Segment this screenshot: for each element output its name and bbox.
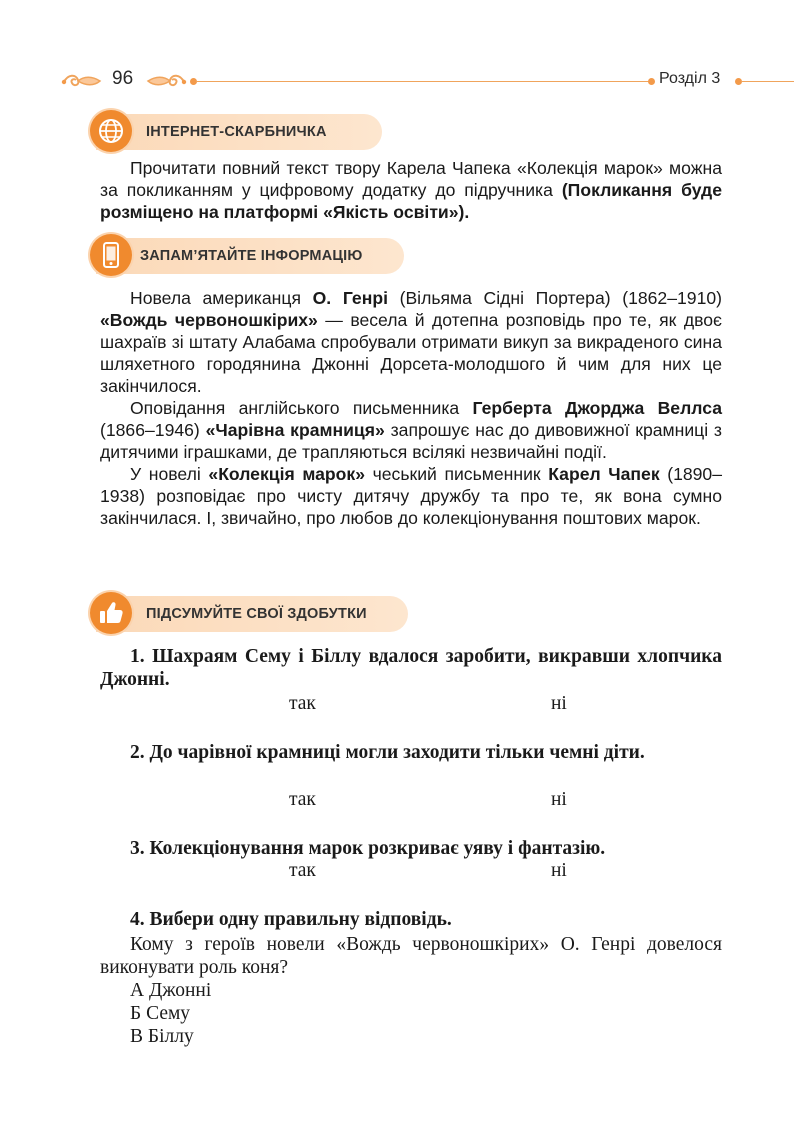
internet-section-text bbox=[100, 157, 722, 223]
flourish-left-ornament-icon bbox=[60, 70, 106, 92]
header-rule bbox=[196, 81, 650, 82]
internet-link-note: (Покликання буде розміщено на платформі «Якість освіти»). bbox=[100, 180, 723, 222]
flourish-right-ornament-icon bbox=[142, 70, 188, 92]
header-rule bbox=[741, 81, 794, 82]
chapter-title: Розділ 3 bbox=[659, 70, 721, 87]
page-header bbox=[0, 62, 794, 102]
answer-yes[interactable]: так bbox=[289, 860, 316, 881]
question-prompt: Кому з героїв новели «Вождь червоношкірих» О. Генрі довелося виконувати роль коня? bbox=[100, 934, 722, 978]
option-a[interactable]: А Джонні bbox=[130, 980, 212, 1001]
section-title: ІНТЕРНЕТ-СКАРБНИЧКА bbox=[146, 124, 327, 140]
internet-text: Прочитати повний текст твору Карела Чапека «Колекція марок» можна за покликанням у цифровому додатку до підручника bbox=[100, 158, 722, 200]
smartphone-icon-circle bbox=[90, 234, 132, 276]
answer-no[interactable]: ні bbox=[551, 693, 567, 714]
answer-no[interactable]: ні bbox=[551, 860, 567, 881]
internet-section-banner bbox=[96, 114, 382, 150]
answer-yes[interactable]: так bbox=[289, 789, 316, 810]
option-b[interactable]: Б Сему bbox=[130, 1003, 191, 1024]
section-title: ЗАПАМ’ЯТАЙТЕ ІНФОРМАЦІЮ bbox=[140, 248, 363, 264]
question-text: 3. Колекціонування марок розкриває уяву і фантазію. bbox=[130, 838, 606, 859]
page-number: 96 bbox=[112, 68, 134, 89]
question-3 bbox=[100, 837, 722, 860]
question-4 bbox=[100, 908, 722, 931]
section-title: ПІДСУМУЙТЕ СВОЇ ЗДОБУТКИ bbox=[146, 606, 367, 622]
option-c[interactable]: В Біллу bbox=[130, 1026, 194, 1047]
question-2 bbox=[100, 741, 722, 764]
paragraph-ohenry: Новела американця О. Генрі (Вільяма Сідні Портера) (1862–1910) «Вождь червоношкірих» — весела й дотепна розповідь про те, як двоє шахраїв зі штату Алабама спробували отримати викуп за викраденого сина шляхетного городянина Джонні Дорсета-молодшого й чим для них це закінчилося. bbox=[100, 288, 722, 396]
answer-yes[interactable]: так bbox=[289, 693, 316, 714]
smartphone-icon bbox=[90, 234, 132, 276]
paragraph-capek: У новелі «Колекція марок» чеський письменник Карел Чапек (1890–1938) розповідає про чисту дитячу дружбу та про те, як вона сумно закінчилася. І, звичайно, про любов до колекціонування поштових марок. bbox=[100, 464, 723, 528]
question-text: 2. До чарівної крамниці могли заходити тільки чемні діти. bbox=[130, 742, 645, 763]
answer-no[interactable]: ні bbox=[551, 789, 567, 810]
thumbs-up-icon bbox=[90, 592, 132, 634]
globe-icon-circle bbox=[90, 110, 132, 152]
globe-icon bbox=[90, 110, 132, 152]
paragraph-wells: Оповідання англійського письменника Герберта Джорджа Веллса (1866–1946) «Чарівна крамниця» запрошує нас до дивовижної крамниці з дитячими іграшками, де трапляються всілякі незвичайні події. bbox=[100, 398, 723, 462]
remember-section-text bbox=[100, 287, 722, 529]
question-text: 4. Вибери одну правильну відповідь. bbox=[130, 909, 452, 930]
remember-section-banner bbox=[96, 238, 404, 274]
thumbs-up-icon-circle bbox=[90, 592, 132, 634]
question-4-body bbox=[100, 933, 722, 1048]
summary-section-banner bbox=[96, 596, 408, 632]
header-rule-dot bbox=[648, 78, 655, 85]
question-1 bbox=[100, 645, 722, 691]
question-text: 1. Шахраям Сему і Біллу вдалося заробити, викравши хлопчика Джонні. bbox=[100, 646, 722, 690]
